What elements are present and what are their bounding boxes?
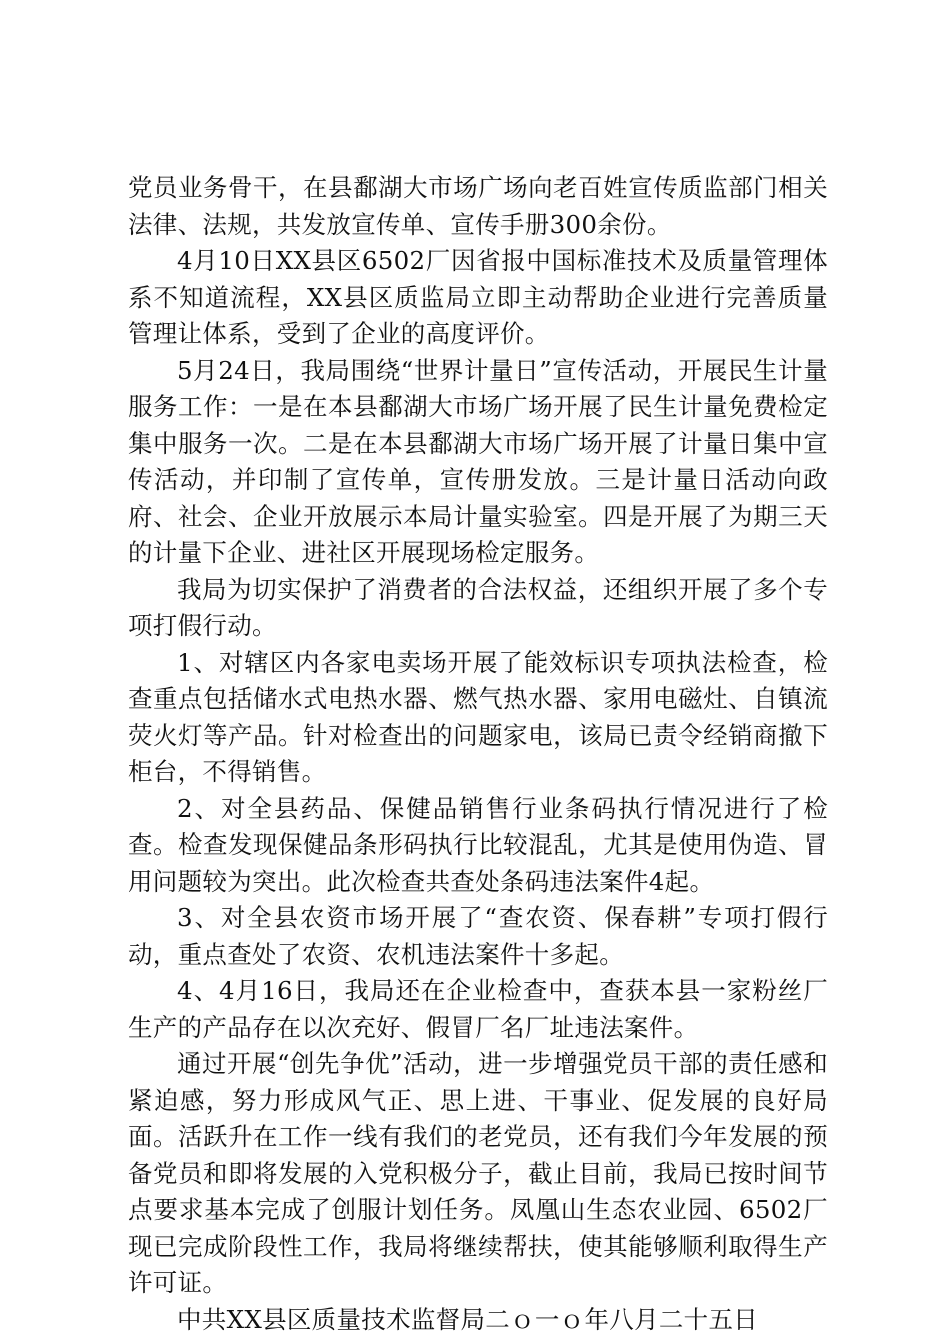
paragraph-4: 我局为切实保护了消费者的合法权益，还组织开展了多个专项打假行动。 xyxy=(128,574,828,640)
paragraph-1: 党员业务骨干，在县鄱湖大市场广场向老百姓宣传质监部门相关法律、法规，共发放宣传单、宣传手册300余份。 xyxy=(128,173,828,239)
paragraph-9: 通过开展“创先争优”活动，进一步增强党员干部的责任感和紧迫感，努力形成风气正、思上进、干事业、促发展的良好局面。活跃升在工作一线有我们的老党员，还有我们今年发展的预备党员和即将发展的入党积极分子，截止目前，我局已按时间节点要求基本完成了创服计划任务。凤凰山生态农业园、6502厂现已完成阶段性工作，我局将继续帮扶，使其能够顺利取得生产许可证。 xyxy=(128,1049,828,1297)
paragraph-5: 1、对辖区内各家电卖场开展了能效标识专项执法检查，检查重点包括储水式电热水器、燃气热水器、家用电磁灶、自镇流荧火灯等产品。针对检查出的问题家电，该局已责令经销商撤下柜台，不得销售。 xyxy=(128,647,828,786)
signature-line: 中共XX县区质量技术监督局二ｏ一ｏ年八月二十五日 xyxy=(177,1304,759,1334)
paragraph-2: 4月10日XX县区6502厂因省报中国标准技术及质量管理体系不知道流程，XX县区质监局立即主动帮助企业进行完善质量管理让体系，受到了企业的高度评价。 xyxy=(128,246,828,348)
document-body xyxy=(128,170,828,1338)
paragraph-7: 3、对全县农资市场开展了“查农资、保春耕”专项打假行动，重点查处了农资、农机违法案件十多起。 xyxy=(128,903,828,969)
paragraph-3: 5月24日，我局围绕“世界计量日”宣传活动，开展民生计量服务工作：一是在本县鄱湖大市场广场开展了民生计量免费检定集中服务一次。二是在本县鄱湖大市场广场开展了计量日集中宣传活动，并印制了宣传单，宣传册发放。三是计量日活动向政府、社会、企业开放展示本局计量实验室。四是开展了为期三天的计量下企业、进社区开展现场检定服务。 xyxy=(128,355,828,567)
paragraph-8: 4、4月16日，我局还在企业检查中，查获本县一家粉丝厂生产的产品存在以次充好、假冒厂名厂址违法案件。 xyxy=(128,976,828,1042)
paragraph-6: 2、对全县药品、保健品销售行业条码执行情况进行了检查。检查发现保健品条形码执行比较混乱，尤其是使用伪造、冒用问题较为突出。此次检查共查处条码违法案件4起。 xyxy=(128,793,828,896)
